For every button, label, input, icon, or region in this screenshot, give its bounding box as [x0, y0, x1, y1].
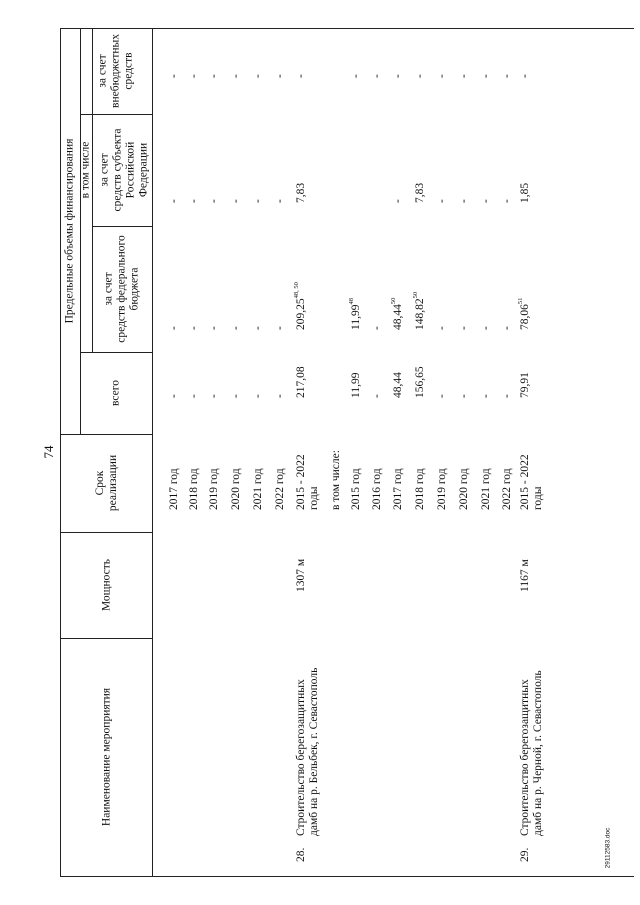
- total-cell: 156,65: [414, 366, 426, 398]
- total-cell: -: [371, 394, 383, 398]
- year-cell: 2019 год: [436, 468, 448, 510]
- federal-cell: -: [208, 326, 220, 330]
- extrabudget-cell: -: [480, 74, 492, 78]
- subject-cell: 1,85: [519, 182, 531, 203]
- federal-cell: [392, 298, 405, 330]
- extrabudget-cell: -: [168, 74, 180, 78]
- federal-cell-value: 209,25: [295, 298, 307, 330]
- header-including: в том числе: [79, 141, 92, 199]
- total-cell: -: [458, 394, 470, 398]
- financing-group-divider: [80, 28, 81, 434]
- total-cell: -: [480, 394, 492, 398]
- extrabudget-cell: -: [295, 74, 307, 78]
- year-cell: 2022 год: [501, 468, 513, 510]
- total-cell: -: [252, 394, 264, 398]
- extrabudget-cell: -: [519, 74, 531, 78]
- federal-cell: -: [168, 326, 180, 330]
- period-cell: 2015 - 2022 годы: [519, 454, 544, 510]
- extrabudget-cell: -: [414, 74, 426, 78]
- total-cell: -: [208, 394, 220, 398]
- federal-cell: -: [371, 326, 383, 330]
- header-period: Срок реализации: [94, 454, 119, 512]
- header-subject: за счет средств субъекта Российской Федерации: [98, 128, 149, 212]
- measure-name: Строительство берегозащитных дамб на р. Бельбек, г. Севастополь: [295, 667, 320, 836]
- year-cell: 2015 год: [350, 468, 362, 510]
- year-cell: 2018 год: [414, 468, 426, 510]
- footnote-reference: 50: [390, 297, 397, 305]
- extrabudget-cell: -: [350, 74, 362, 78]
- header-total: всего: [109, 380, 122, 406]
- subject-cell: 7,83: [295, 182, 307, 203]
- column-divider-period-total: [60, 434, 152, 435]
- table-top-border: [60, 28, 634, 29]
- column-divider-federal-subject: [92, 226, 152, 227]
- subject-cell: -: [208, 199, 220, 203]
- total-cell: -: [274, 394, 286, 398]
- extrabudget-cell: -: [230, 74, 242, 78]
- total-cell: 217,08: [295, 366, 307, 398]
- including-label: в том числе:: [330, 450, 342, 510]
- extrabudget-cell: -: [274, 74, 286, 78]
- total-cell: 79,91: [519, 372, 531, 398]
- row-number: 28.: [295, 847, 307, 862]
- column-divider-subject-extrabudget: [80, 114, 152, 115]
- subject-cell: -: [274, 199, 286, 203]
- extrabudget-cell: -: [436, 74, 448, 78]
- federal-cell-value: 48,44: [392, 304, 404, 330]
- federal-cell: -: [458, 326, 470, 330]
- header-capacity: Мощность: [100, 558, 113, 612]
- subject-cell: -: [480, 199, 492, 203]
- federal-cell: -: [274, 326, 286, 330]
- federal-cell: -: [436, 326, 448, 330]
- footnote-reference: 48, 50: [293, 282, 300, 299]
- year-cell: 2017 год: [392, 468, 404, 510]
- year-cell: 2021 год: [252, 468, 264, 510]
- federal-cell-value: 148,82: [414, 298, 426, 330]
- measure-name: Строительство берегозащитных дамб на р. Черной, г. Севастополь: [519, 670, 544, 836]
- subject-cell: -: [230, 199, 242, 203]
- footnote-reference: 51: [517, 297, 524, 305]
- header-financing-group: Предельные объемы финансирования: [63, 138, 76, 324]
- table-body-border: [152, 28, 153, 876]
- extrabudget-cell: -: [208, 74, 220, 78]
- year-cell: 2020 год: [458, 468, 470, 510]
- extrabudget-cell: -: [188, 74, 200, 78]
- page-number: 74: [41, 445, 56, 459]
- extrabudget-cell: -: [371, 74, 383, 78]
- subject-cell: -: [436, 199, 448, 203]
- subject-cell: -: [458, 199, 470, 203]
- capacity-cell: 1307 м: [295, 558, 307, 592]
- subject-cell: -: [252, 199, 264, 203]
- total-cell: -: [501, 394, 513, 398]
- subject-cell: -: [188, 199, 200, 203]
- subject-cell: -: [392, 199, 404, 203]
- extrabudget-cell: -: [501, 74, 513, 78]
- total-cell: 48,44: [392, 372, 404, 398]
- total-cell: -: [168, 394, 180, 398]
- federal-cell: -: [501, 326, 513, 330]
- extrabudget-cell: -: [252, 74, 264, 78]
- federal-cell: -: [230, 326, 242, 330]
- year-cell: 2019 год: [208, 468, 220, 510]
- subject-cell: 7,83: [414, 182, 426, 203]
- header-extrabudget: за счет внебюджетных средств: [96, 34, 135, 108]
- federal-cell: [519, 298, 532, 330]
- federal-cell: -: [480, 326, 492, 330]
- table-bottom-border: [60, 876, 634, 877]
- year-cell: 2022 год: [274, 468, 286, 510]
- column-divider-total-federal: [80, 352, 152, 353]
- column-divider-name-capacity: [60, 638, 152, 639]
- federal-cell: -: [252, 326, 264, 330]
- federal-cell: [295, 282, 308, 330]
- total-cell: 11,99: [350, 372, 362, 398]
- row-number: 29.: [519, 847, 531, 862]
- year-cell: 2016 год: [371, 468, 383, 510]
- period-cell: 2015 - 2022 годы: [295, 454, 320, 510]
- year-cell: 2018 год: [188, 468, 200, 510]
- subject-cell: -: [168, 199, 180, 203]
- year-cell: 2017 год: [168, 468, 180, 510]
- federal-cell: [350, 298, 363, 330]
- header-name: Наименование мероприятия: [100, 687, 113, 827]
- federal-cell-value: 78,06: [519, 304, 531, 330]
- header-federal: за счет средств федерального бюджета: [102, 235, 141, 343]
- year-cell: 2021 год: [480, 468, 492, 510]
- subject-cell: -: [501, 199, 513, 203]
- total-cell: -: [188, 394, 200, 398]
- total-cell: -: [436, 394, 448, 398]
- year-cell: 2020 год: [230, 468, 242, 510]
- total-cell: -: [230, 394, 242, 398]
- federal-cell: [414, 292, 427, 330]
- column-divider-capacity-period: [60, 532, 152, 533]
- footnote-reference: 48: [348, 298, 355, 305]
- federal-cell-value: 11,99: [350, 304, 362, 330]
- capacity-cell: 1167 м: [519, 559, 531, 592]
- extrabudget-cell: -: [458, 74, 470, 78]
- federal-cell: -: [188, 326, 200, 330]
- file-name-footer: 29112583.doc: [604, 827, 612, 869]
- extrabudget-cell: -: [392, 74, 404, 78]
- footnote-reference: 50: [412, 291, 419, 299]
- table-header-border: [60, 28, 61, 876]
